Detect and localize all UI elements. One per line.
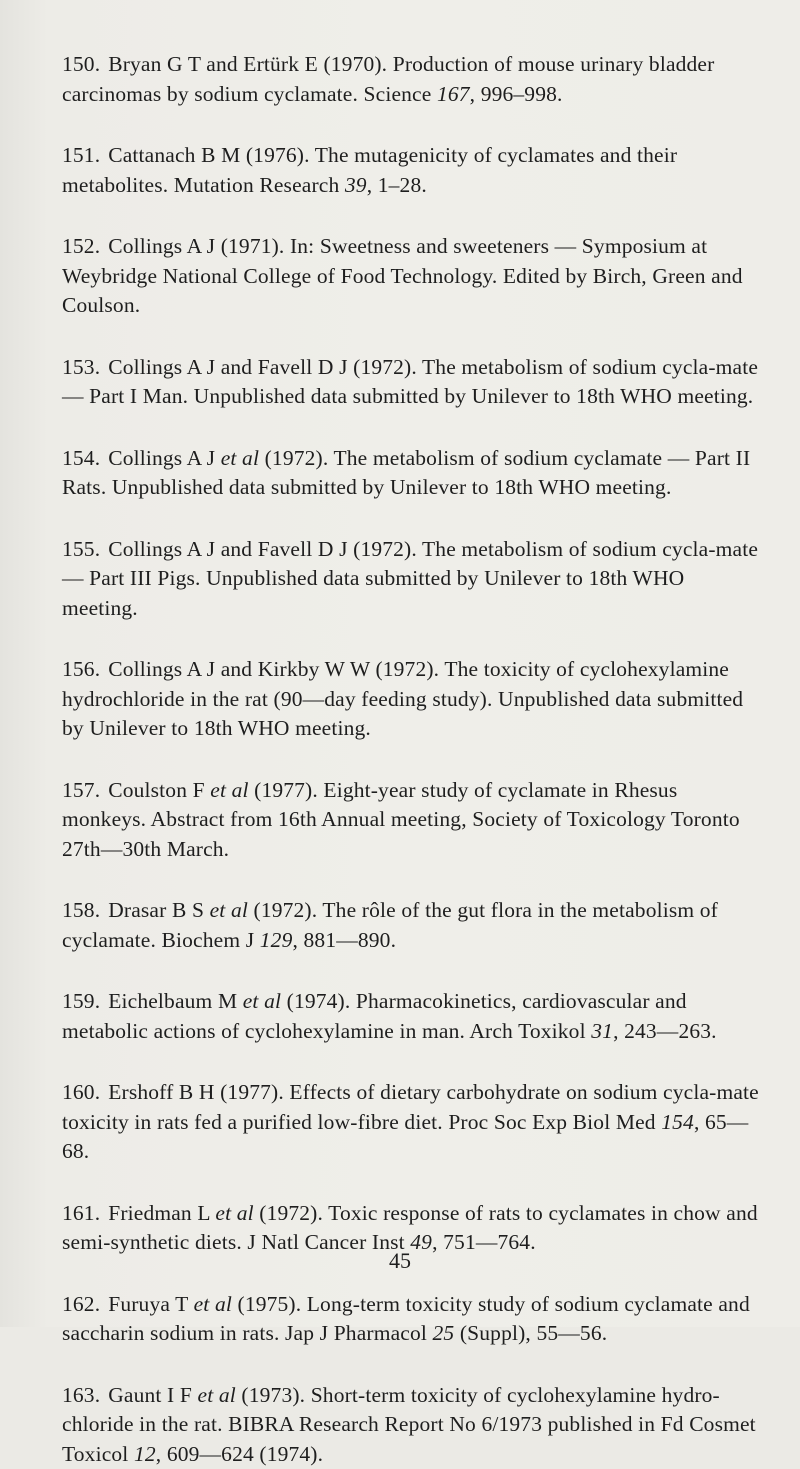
- reference-etal: et al: [221, 446, 259, 470]
- reference-volume: 25: [433, 1321, 455, 1345]
- reference-text: [62, 353, 762, 412]
- reference-pages: , 65—68.: [62, 1110, 748, 1164]
- reference-number: 161.: [62, 1201, 100, 1225]
- reference-author: Drasar B S: [108, 898, 209, 922]
- reference-item: [62, 353, 762, 412]
- reference-body: Collings A J and Kirkby W W (1972). The toxicity of cyclohexylamine hydrochloride in the rat (90—day feeding study). Unpublished data submitted by Unilever to 18th WHO meeting.: [62, 657, 743, 740]
- reference-item: [62, 444, 762, 503]
- reference-volume: 49: [410, 1230, 432, 1254]
- reference-author: Coulston F: [108, 778, 210, 802]
- reference-etal: et al: [215, 1201, 253, 1225]
- reference-number: 150.: [62, 52, 100, 76]
- reference-body: Collings A J and Favell D J (1972). The metabolism of sodium cycla-mate — Part I Man. Unpublished data submitted by Unilever to 18th WHO meeting.: [62, 355, 758, 409]
- reference-body: Cattanach B M (1976). The mutagenicity of cyclamates and their metabolites. Mutation Research: [62, 143, 677, 197]
- reference-text: [62, 141, 762, 200]
- reference-pages: , 751—764.: [432, 1230, 536, 1254]
- reference-text: [62, 1381, 762, 1469]
- reference-text: [62, 896, 762, 955]
- reference-etal: et al: [210, 778, 248, 802]
- reference-body: (1972). Toxic response of rats to cyclamates in chow and semi-synthetic diets. J Natl Cancer Inst: [62, 1201, 758, 1255]
- reference-pages: , 881—890.: [292, 928, 396, 952]
- reference-text: [62, 1290, 762, 1349]
- reference-volume: 39: [345, 173, 367, 197]
- page-number: 45: [0, 1248, 800, 1274]
- reference-number: 163.: [62, 1383, 100, 1407]
- reference-volume: 12: [134, 1442, 156, 1466]
- reference-body: Bryan G T and Ertürk E (1970). Production of mouse urinary bladder carcinomas by sodium cyclamate. Science: [62, 52, 714, 106]
- reference-author: Eichelbaum M: [108, 989, 243, 1013]
- reference-item: [62, 776, 762, 865]
- reference-body: (1972). The rôle of the gut flora in the metabolism of cyclamate. Biochem J: [62, 898, 718, 952]
- reference-number: 157.: [62, 778, 100, 802]
- reference-number: 154.: [62, 446, 100, 470]
- reference-item: [62, 1290, 762, 1349]
- reference-item: [62, 1381, 762, 1469]
- reference-pages: , 1–28.: [367, 173, 427, 197]
- reference-number: 153.: [62, 355, 100, 379]
- reference-number: 162.: [62, 1292, 100, 1316]
- reference-number: 156.: [62, 657, 100, 681]
- reference-number: 155.: [62, 537, 100, 561]
- reference-pages: (Suppl), 55—56.: [454, 1321, 607, 1345]
- reference-text: [62, 1078, 762, 1167]
- reference-pages: , 996–998.: [470, 82, 563, 106]
- reference-text: [62, 535, 762, 624]
- reference-body: (1977). Eight-year study of cyclamate in Rhesus monkeys. Abstract from 16th Annual meeting, Society of Toxicology Toronto 27th—30th March.: [62, 778, 740, 861]
- reference-pages: , 609—624 (1974).: [156, 1442, 323, 1466]
- reference-pages: , 243—263.: [613, 1019, 717, 1043]
- reference-body: (1975). Long-term toxicity study of sodium cyclamate and saccharin sodium in rats. Jap J Pharmacol: [62, 1292, 750, 1346]
- reference-item: [62, 1078, 762, 1167]
- reference-item: [62, 50, 762, 109]
- reference-item: [62, 896, 762, 955]
- reference-volume: 31: [591, 1019, 613, 1043]
- reference-body: Collings A J (1971). In: Sweetness and sweeteners — Symposium at Weybridge National College of Food Technology. Edited by Birch, Green and Coulson.: [62, 234, 743, 317]
- reference-text: [62, 776, 762, 865]
- reference-volume: 129: [260, 928, 293, 952]
- reference-author: Friedman L: [108, 1201, 215, 1225]
- reference-number: 158.: [62, 898, 100, 922]
- reference-text: [62, 987, 762, 1046]
- reference-volume: 154: [661, 1110, 694, 1134]
- reference-etal: et al: [210, 898, 248, 922]
- reference-text: [62, 50, 762, 109]
- reference-volume: 167: [437, 82, 470, 106]
- reference-body: (1973). Short-term toxicity of cyclohexylamine hydro-chloride in the rat. BIBRA Research Report No 6/1973 published in Fd Cosmet Toxicol: [62, 1383, 756, 1466]
- reference-text: [62, 444, 762, 503]
- reference-item: [62, 535, 762, 624]
- reference-body: (1972). The metabolism of sodium cyclamate — Part II Rats. Unpublished data submitted by Unilever to 18th WHO meeting.: [62, 446, 750, 500]
- reference-item: [62, 141, 762, 200]
- reference-number: 152.: [62, 234, 100, 258]
- reference-number: 151.: [62, 143, 100, 167]
- reference-body: Collings A J and Favell D J (1972). The metabolism of sodium cycla-mate — Part III Pigs. Unpublished data submitted by Unilever to 18th WHO meeting.: [62, 537, 758, 620]
- reference-etal: et al: [194, 1292, 232, 1316]
- reference-item: [62, 232, 762, 321]
- reference-etal: et al: [243, 989, 281, 1013]
- reference-text: [62, 232, 762, 321]
- reference-item: [62, 655, 762, 744]
- reference-text: [62, 655, 762, 744]
- reference-item: [62, 987, 762, 1046]
- reference-body: (1974). Pharmacokinetics, cardiovascular and metabolic actions of cyclohexylamine in man. Arch Toxikol: [62, 989, 687, 1043]
- reference-number: 160.: [62, 1080, 100, 1104]
- reference-author: Furuya T: [108, 1292, 193, 1316]
- reference-etal: et al: [198, 1383, 236, 1407]
- reference-author: Collings A J: [108, 446, 220, 470]
- reference-body: Ershoff B H (1977). Effects of dietary carbohydrate on sodium cycla-mate toxicity in rats fed a purified low-fibre diet. Proc Soc Exp Biol Med: [62, 1080, 759, 1134]
- reference-number: 159.: [62, 989, 100, 1013]
- reference-author: Gaunt I F: [108, 1383, 197, 1407]
